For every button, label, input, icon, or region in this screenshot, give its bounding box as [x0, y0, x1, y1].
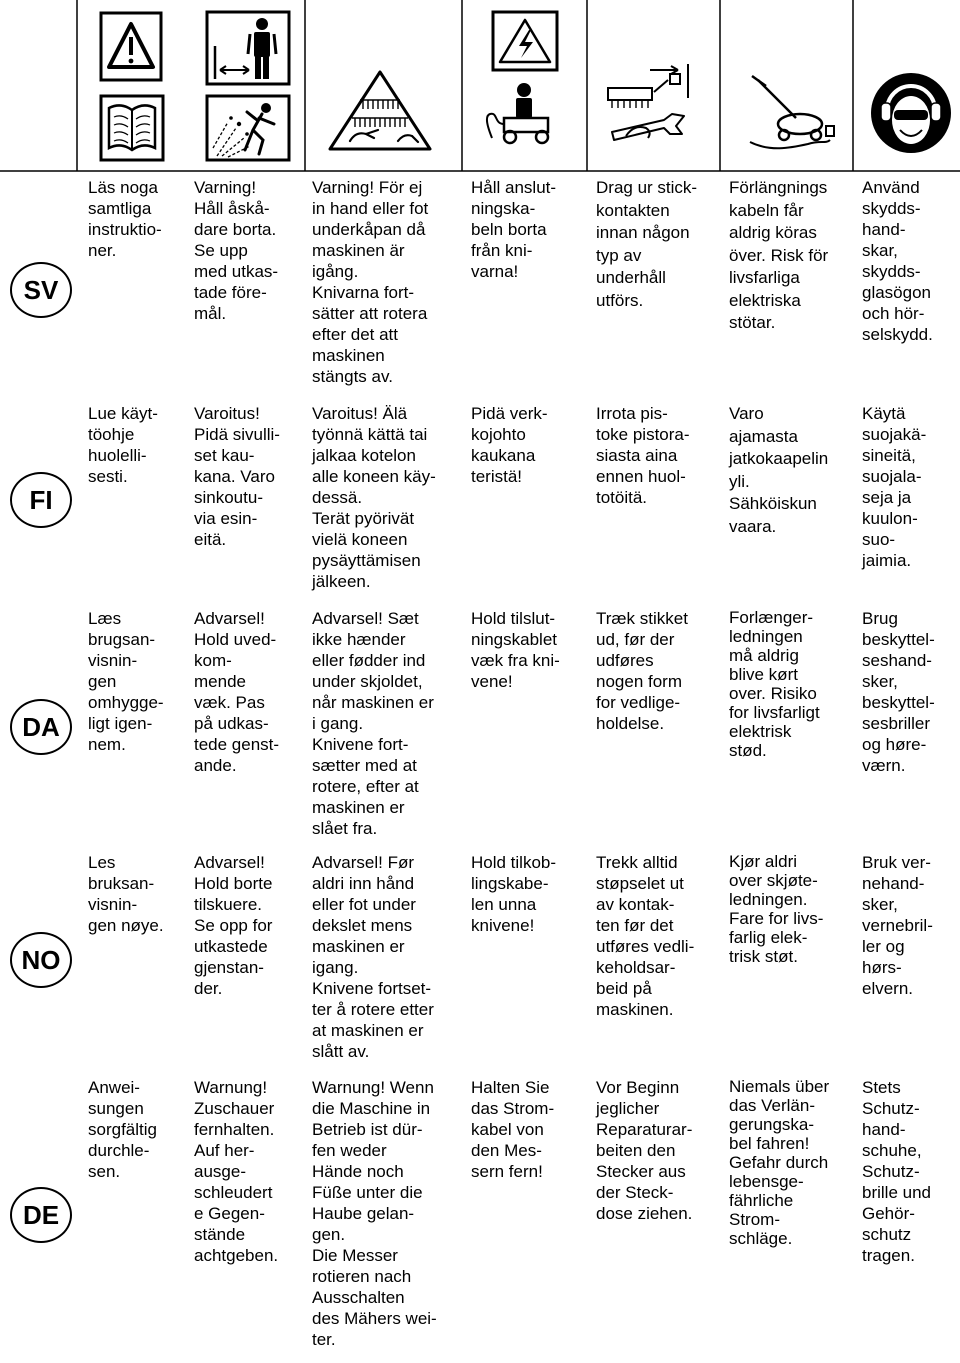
blade-warning-text: Warnung! Wenn die Maschine in Betrieb ist dür- fen weder Hände noch Füße unter die Haube gelan- gen. Die Messer rotieren nach Ausschalten des Mähers wei- ter. — [312, 1078, 437, 1349]
bystanders-warning-text: Varning! Håll åskå- dare borta. Se upp med utkas- tade före- mål. — [194, 178, 279, 323]
read-manual-text: Les bruksan- visnin- gen nøye. — [88, 853, 164, 935]
blade-warning-text: Varoitus! Älä työnnä kättä tai jalkaa kotelon alle koneen käy- dessä. Terät pyörivät vielä koneen pysäyttämisen jälkeen. — [312, 404, 436, 591]
language-row-fi — [0, 403, 960, 591]
unplug-text: Trekk alltid støpselet ut av kontak- ten før det utføres vedli- keholdsar- beid på maskinen. — [596, 853, 695, 1019]
electric-shock-icon — [487, 12, 557, 143]
cable-clearance-text: Pidä verk- kojohto kaukana teristä! — [471, 404, 548, 486]
unplug-text: Irrota pis- toke pistora- siasta aina ennen huol- totöitä. — [596, 404, 690, 507]
keep-bystanders-away-icon — [207, 12, 289, 84]
read-manual-icon — [101, 96, 163, 160]
thrown-objects-icon — [207, 96, 289, 160]
unplug-text: Drag ur stick- kontakten innan någon typ av underhåll utförs. — [596, 178, 698, 310]
protective-equipment-icon — [871, 73, 951, 153]
language-row-no — [0, 852, 960, 1061]
pictogram-strip — [0, 0, 960, 172]
language-badge: DA — [10, 699, 72, 755]
unplug-text: Træk stikket ud, før der udføres nogen form for vedlige- holdelse. — [596, 609, 688, 733]
bystanders-warning-text: Warnung! Zuschauer fernhalten. Auf her- ausge- schleudert e Gegen- stände achtgeben. — [194, 1078, 279, 1265]
read-manual-text: Anwei- sungen sorgfältig durchle- sen. — [88, 1078, 157, 1181]
protective-gear-text: Stets Schutz- hand- schuhe, Schutz- brille und Gehör- schutz tragen. — [862, 1078, 931, 1265]
language-badge: SV — [10, 262, 72, 318]
blade-warning-text: Varning! För ej in hand eller fot underkåpan då maskinen är igång. Knivarna fort- sätter att rotera efter det att maskinen stängts av. — [312, 178, 429, 386]
bystanders-warning-text: Varoitus! Pidä sivulli- set kau- kana. Varo sinkoutu- via esin- eitä. — [194, 404, 280, 549]
blade-warning-text: Advarsel! Før aldri inn hånd eller fot under dekslet mens maskinen er igang. Knivene fortset- ter å rotere etter at maskinen er slått av. — [312, 853, 434, 1061]
extension-cable-text: Förlängnings kabeln får aldrig köras över. Risk för livsfarliga elektriska stötar. — [729, 178, 829, 332]
language-badge: NO — [10, 932, 72, 988]
protective-gear-text: Brug beskyttel- seshand- sker, beskyttel- sesbriller og høre- værn. — [862, 609, 935, 775]
read-manual-text: Lue käyt- töohje huolelli- sesti. — [88, 404, 158, 486]
language-row-sv — [0, 177, 960, 386]
protective-gear-text: Käytä suojakä- sineitä, suojala- seja ja kuulon- suo- jaimia. — [862, 404, 927, 570]
protective-gear-text: Använd skydds- hand- skar, skydds- glasögon och hör- selskydd. — [862, 178, 933, 344]
unplug-before-maintenance-icon — [608, 64, 688, 140]
blade-warning-text: Advarsel! Sæt ikke hænder eller fødder ind under skjoldet, når maskinen er i gang. Knivene fort- sætter med at rotere, efter at maskinen er slået fra. — [312, 609, 434, 838]
bystanders-warning-text: Advarsel! Hold borte tilskuere. Se opp for utkastede gjenstan- der. — [194, 853, 273, 998]
cable-clearance-text: Halten Sie das Strom- kabel von den Mes- sern fern! — [471, 1078, 555, 1181]
language-row-de — [0, 1077, 960, 1349]
warning-icon — [101, 13, 161, 80]
hands-feet-under-cover-icon — [330, 72, 430, 149]
read-manual-text: Læs brugsan- visnin- gen omhygge- ligt igen- nem. — [88, 609, 164, 754]
do-not-run-over-cable-icon — [750, 76, 834, 148]
protective-gear-text: Bruk ver- nehand- sker, vernebril- ler og hørs- elvern. — [862, 853, 933, 998]
cable-clearance-text: Håll anslut- ningska- beln borta från kni- varna! — [471, 178, 557, 281]
language-badge: DE — [10, 1187, 72, 1243]
language-badge: FI — [10, 472, 72, 528]
bystanders-warning-text: Advarsel! Hold uved- kom- mende væk. Pas på udkas- tede genst- ande. — [194, 609, 280, 775]
extension-cable-text: Varo ajamasta jatkokaapelin yli. Sähköiskun vaara. — [729, 404, 829, 536]
extension-cable-text: Niemals über das Verlän- gerungska- bel fahren! Gefahr durch lebensge- fährliche Strom- schläge. — [729, 1077, 830, 1248]
language-row-da — [0, 608, 960, 838]
extension-cable-text: Forlænger- ledningen må aldrig blive kørt over. Risiko for livsfarligt elektrisk stød. — [729, 608, 820, 760]
cable-clearance-text: Hold tilslut- ningskablet væk fra kni- vene! — [471, 609, 560, 691]
extension-cable-text: Kjør aldri over skjøte- ledningen. Fare for livs- farlig elek- trisk støt. — [729, 852, 824, 966]
cable-clearance-text: Hold tilkob- lingskabe- len unna knivene! — [471, 853, 557, 935]
unplug-text: Vor Beginn jeglicher Reparaturar- beiten den Stecker aus der Steck- dose ziehen. — [596, 1078, 693, 1223]
read-manual-text: Läs noga samtliga instruktio- ner. — [88, 178, 162, 260]
